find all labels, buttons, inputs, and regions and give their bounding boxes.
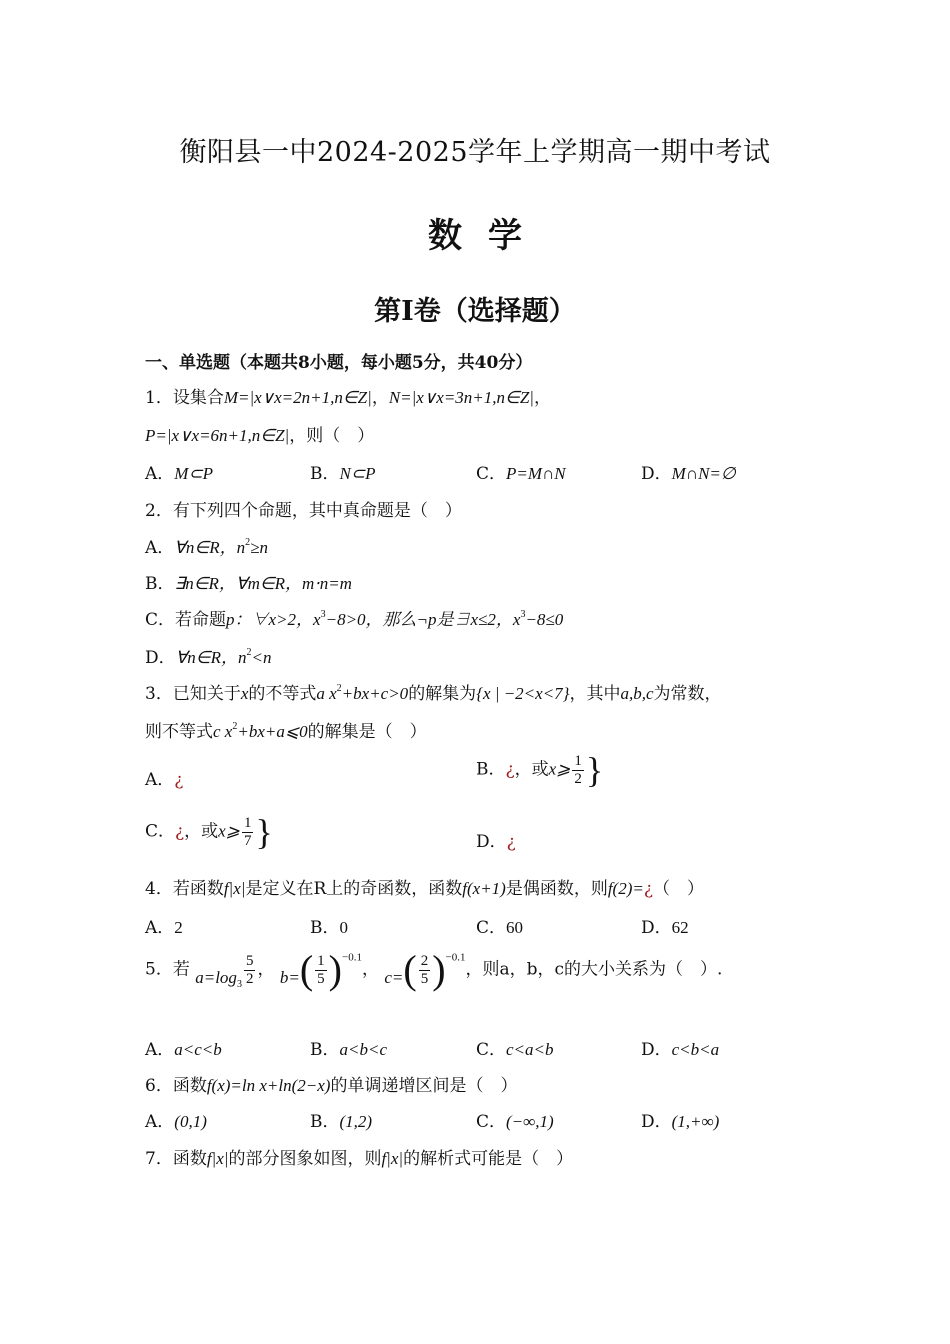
q5-option-b[interactable] <box>310 1035 387 1060</box>
q1-sep2: ， <box>533 388 551 408</box>
q5-sep: ， <box>257 959 275 980</box>
option-label: D． <box>145 648 176 668</box>
q4-math: ¿ <box>643 879 653 899</box>
q3-line1 <box>145 679 722 704</box>
option-label: B． <box>476 759 506 780</box>
fraction <box>315 953 327 988</box>
fraction <box>419 953 431 988</box>
fraction <box>572 753 584 788</box>
q6-math: f(x)=ln x+ln(2−x) <box>206 1076 331 1095</box>
q1-option-b[interactable] <box>310 459 375 484</box>
option-text: ≥n <box>250 538 268 557</box>
q3-math: {x | −2<x<7} <box>476 684 570 703</box>
option-label: C． <box>145 610 176 630</box>
option-label: D． <box>641 1040 672 1060</box>
q4-math: f(2)= <box>607 879 644 898</box>
exponent: 2 <box>336 683 342 694</box>
option-label: C． <box>145 821 176 842</box>
option-text: M∩N=∅ <box>671 464 736 483</box>
option-text: 60 <box>506 918 524 937</box>
q5-text: ，则a，b，c的大小关系为（ ）. <box>465 959 723 980</box>
q3-option-c[interactable] <box>145 814 273 850</box>
q4-text: 是定义在R上的奇函数，函数 <box>245 879 463 899</box>
option-label: A． <box>145 464 175 484</box>
option-label: D． <box>476 832 507 852</box>
right-paren: ) <box>432 947 446 992</box>
q3-text: 为常数， <box>653 684 722 704</box>
option-label: B． <box>310 464 340 484</box>
option-text: ¿ <box>175 821 185 842</box>
fraction <box>242 815 254 850</box>
option-text: x <box>512 610 521 629</box>
q1-option-d[interactable] <box>641 459 736 484</box>
option-text: a<c<b <box>174 1040 222 1059</box>
q4-stem <box>145 874 704 899</box>
option-text: n <box>237 648 247 667</box>
q6-option-a[interactable] <box>145 1107 207 1132</box>
q6-number: 6． <box>145 1076 173 1096</box>
q3-math: c x <box>213 722 233 741</box>
q4-text: （ ） <box>652 879 704 899</box>
q1-number: 1． <box>145 388 173 408</box>
option-text: (−∞,1) <box>506 1112 554 1131</box>
option-text: ¿ <box>174 770 184 790</box>
option-label: C． <box>476 1040 507 1060</box>
option-text: −8≤0 <box>525 610 564 629</box>
q5-stem <box>145 947 723 992</box>
exponent: 3 <box>520 609 526 620</box>
q3-text: 已知关于 <box>172 684 241 704</box>
q3-text: 的不等式 <box>248 684 317 704</box>
option-text: ¿ <box>506 832 516 852</box>
q3-math: a,b,c <box>620 684 654 703</box>
subject-title: 数学 <box>428 216 548 256</box>
option-text: ¿ <box>505 759 515 780</box>
exponent: 2 <box>246 647 252 658</box>
option-text: 是∃x≤2， <box>436 610 513 629</box>
q4-math: f|x| <box>223 879 246 898</box>
q5-number: 5． <box>145 959 173 980</box>
fraction-numerator: 2 <box>420 952 429 969</box>
option-label: B． <box>145 574 175 594</box>
q3-text: ，其中 <box>569 684 621 704</box>
q1-text-b: ，则（ ） <box>289 426 375 446</box>
exponent: −0.1 <box>341 951 362 964</box>
q2-option-c[interactable] <box>145 605 563 630</box>
q3-text: 的解集是（ ） <box>307 722 427 742</box>
q5-option-c[interactable] <box>476 1035 554 1060</box>
q5-text: 若 <box>172 959 190 980</box>
fraction-denominator: 2 <box>245 970 254 987</box>
q6-stem <box>145 1071 517 1096</box>
option-text: x <box>313 610 321 629</box>
q4-number: 4． <box>145 879 173 899</box>
exponent: 2 <box>245 537 251 548</box>
option-label: B． <box>310 1112 340 1132</box>
q2-option-a[interactable] <box>145 533 268 558</box>
fraction-denominator: 7 <box>243 832 252 849</box>
q7-text: 函数 <box>172 1149 207 1169</box>
q4-text: 若函数 <box>172 879 224 899</box>
q6-text: 的单调递增区间是（ ） <box>330 1076 518 1096</box>
q2-stem <box>145 496 462 521</box>
q7-math: f|x| <box>206 1149 229 1168</box>
option-text: ∀n∈R， <box>174 538 237 557</box>
q5-a-lhs: a=log <box>195 967 237 987</box>
q5-option-a[interactable] <box>145 1035 222 1060</box>
fraction <box>244 953 256 988</box>
q3-text: 则不等式 <box>145 722 213 742</box>
option-text: 0 <box>339 918 348 937</box>
option-label: C． <box>476 918 507 938</box>
option-text: a<b<c <box>339 1040 387 1059</box>
option-text: 2 <box>174 918 183 937</box>
option-label: A． <box>145 538 175 558</box>
option-text: c<b<a <box>671 1040 720 1059</box>
q7-math: f|x| <box>381 1149 404 1168</box>
q3-number: 3． <box>145 684 173 704</box>
volume-title: 第Ⅰ卷（选择题） <box>374 296 576 327</box>
option-label: B． <box>310 1040 340 1060</box>
option-label: D． <box>641 464 672 484</box>
left-paren: ( <box>403 947 417 992</box>
q1-option-a[interactable] <box>145 459 213 484</box>
option-text: ∀n∈R， <box>175 648 238 667</box>
q5-sep: ， <box>361 959 379 980</box>
option-label: D． <box>641 1112 672 1132</box>
q1-line2 <box>145 421 374 446</box>
brace: } <box>255 812 273 852</box>
option-label: A． <box>145 770 175 790</box>
fraction-numerator: 1 <box>574 752 582 769</box>
q3-math: a x <box>316 684 337 703</box>
option-text: <n <box>251 648 272 667</box>
exponent: 2 <box>232 721 238 732</box>
option-label: A． <box>145 1040 175 1060</box>
fraction-numerator: 1 <box>317 952 325 969</box>
option-text: (0,1) <box>174 1112 207 1131</box>
option-text: ：∀x>2， <box>234 610 314 629</box>
option-text: ∃n∈R，∀m∈R，m⋅n=m <box>174 574 352 593</box>
q3-math: +bx+c>0 <box>341 684 409 703</box>
q5-c-lhs: c= <box>384 967 404 987</box>
option-label: D． <box>641 918 672 938</box>
q3-math: +bx+a⩽0 <box>237 722 308 741</box>
q5-option-d[interactable] <box>641 1035 719 1060</box>
q6-option-c[interactable] <box>476 1107 554 1132</box>
exponent: −0.1 <box>445 951 466 964</box>
q4-math: f(x+1) <box>462 879 506 898</box>
option-text: ，或 <box>184 821 219 842</box>
q7-text: 的解析式可能是（ ） <box>403 1149 574 1169</box>
exam-title: 衡阳县一中2024-2025学年上学期高一期中考试 <box>179 137 771 168</box>
q3-math: x <box>240 684 249 703</box>
option-text: 62 <box>671 918 689 937</box>
option-label: C． <box>476 464 507 484</box>
left-paren: ( <box>299 947 314 992</box>
q4-text: 是偶函数，则 <box>505 879 608 899</box>
q2-number: 2． <box>145 501 173 521</box>
q7-stem <box>145 1144 573 1169</box>
option-label: A． <box>145 918 175 938</box>
option-text: ，或 <box>514 759 549 780</box>
exponent: 3 <box>320 609 326 620</box>
right-paren: ) <box>328 947 342 992</box>
option-label: A． <box>145 1112 175 1132</box>
option-text: N⊂P <box>339 464 376 483</box>
log-base: 3 <box>236 978 242 990</box>
q2-option-b[interactable] <box>145 569 352 594</box>
option-text: (1,+∞) <box>671 1112 720 1131</box>
q1-sep1: ， <box>371 388 389 408</box>
option-label: B． <box>310 918 340 938</box>
option-text: c<a<b <box>506 1040 554 1059</box>
section-heading: 一、单选题（本题共8小题，每小题5分，共40分） <box>145 353 533 373</box>
option-text: −8>0，那么¬ <box>325 610 429 629</box>
fraction-numerator: 1 <box>243 814 252 831</box>
fraction-denominator: 2 <box>574 770 582 787</box>
q4-option-d[interactable] <box>641 913 689 938</box>
q3-line2 <box>145 717 427 742</box>
q5-b-lhs: b= <box>279 967 300 987</box>
q4-option-c[interactable] <box>476 913 523 938</box>
q3-option-d[interactable] <box>476 827 516 852</box>
fraction-numerator: 5 <box>245 952 254 969</box>
q3-option-a[interactable] <box>145 765 183 790</box>
q2-option-d[interactable] <box>145 643 271 668</box>
q6-option-d[interactable] <box>641 1107 719 1132</box>
option-text: M⊂P <box>174 464 214 483</box>
q6-text: 函数 <box>172 1076 207 1096</box>
q2-text: 有下列四个命题，其中真命题是（ ） <box>172 501 462 521</box>
q4-option-b[interactable] <box>310 913 348 938</box>
q7-text: 的部分图象如图，则 <box>228 1149 382 1169</box>
q1-option-c[interactable] <box>476 459 566 484</box>
q1-line1 <box>145 383 551 408</box>
option-text: 若命题 <box>175 610 227 630</box>
option-text: x⩾ <box>548 759 571 779</box>
brace: } <box>585 750 604 790</box>
q1-set-m: M=|x∨x=2n+1,n∈Z| <box>223 388 372 407</box>
q1-set-n: N=|x∨x=3n+1,n∈Z| <box>388 388 534 407</box>
q3-text: 的解集为 <box>408 684 477 704</box>
fraction-denominator: 5 <box>317 970 325 987</box>
option-text: p <box>428 610 437 629</box>
q4-option-a[interactable] <box>145 913 183 938</box>
option-text: n <box>236 538 246 557</box>
option-text: p <box>226 610 235 629</box>
option-text: (1,2) <box>339 1112 373 1131</box>
fraction-denominator: 5 <box>420 970 429 987</box>
option-text: x⩾ <box>218 821 240 841</box>
q3-option-b[interactable] <box>476 752 603 788</box>
option-text: P=M∩N <box>506 464 566 483</box>
q7-number: 7． <box>145 1149 173 1169</box>
option-label: C． <box>476 1112 507 1132</box>
q1-set-p: P=|x∨x=6n+1,n∈Z| <box>145 426 290 445</box>
q1-text-a: 设集合 <box>172 388 224 408</box>
q6-option-b[interactable] <box>310 1107 372 1132</box>
